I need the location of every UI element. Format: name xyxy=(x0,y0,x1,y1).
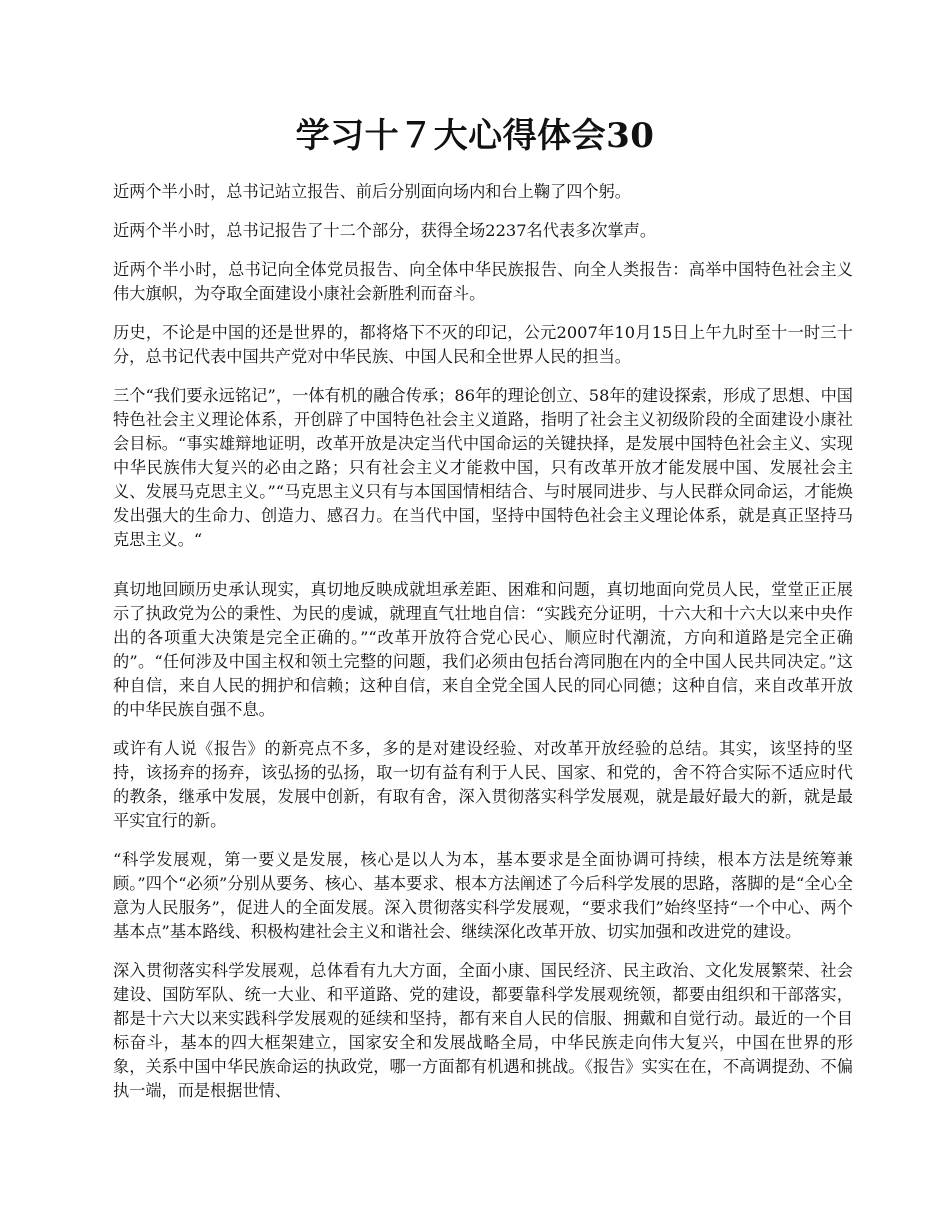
document-title: 学习十７大心得体会30 xyxy=(295,116,655,156)
paragraph-1: 近两个半小时，总书记站立报告、前后分别面向场内和台上鞠了四个躬。 xyxy=(113,182,631,201)
paragraph-2: 近两个半小时，总书记报告了十二个部分，获得全场2237名代表多次掌声。 xyxy=(113,221,657,240)
document-body xyxy=(113,180,853,1118)
paragraph-3: 近两个半小时，总书记向全体党员报告、向全体中华民族报告、向全人类报告：高举中国特色社会主义伟大旗帜，为夺取全面建设小康社会新胜利而奋斗。 xyxy=(113,260,853,303)
paragraph-8: “科学发展观，第一要义是发展，核心是以人为本，基本要求是全面协调可持续，根本方法是统筹兼顾。”四个“必须”分别从要务、核心、基本要求、根本方法阐述了今后科学发展的思路，落脚的是“全心全意为人民服务”，促进人的全面发展。深入贯彻落实科学发展观，“要求我们”始终坚持“一个中心、两个基本点”基本路线、积极构建社会主义和谐社会、继续深化改革开放、切实加强和改进党的建设。 xyxy=(113,850,853,941)
paragraph-5: 三个“我们要永远铭记”，一体有机的融合传承；86年的理论创立、58年的建设探索，形成了思想、中国特色社会主义理论体系，开创辟了中国特色社会主义道路，指明了社会主义初级阶段的全面建设小康社会目标。“事实雄辩地证明，改革开放是决定当代中国命运的关键抉择，是发展中国特色社会主义、实现中华民族伟大复兴的必由之路；只有社会主义才能救中国，只有改革开放才能发展中国、发展社会主义、发展马克思主义。”“马克思主义只有与本国国情相结合、与时展同进步、与人民群众同命运，才能焕发出强大的生命力、创造力、感召力。在当代中国，坚持中国特色社会主义理论体系，就是真正坚持马克思主义。“ xyxy=(113,386,853,549)
paragraph-6: 真切地回顾历史承认现实，真切地反映成就坦承差距、困难和问题，真切地面向党员人民，堂堂正正展示了执政党为公的秉性、为民的虔诚，就理直气壮地自信：“实践充分证明，十六大和十六大以来中央作出的各项重大决策是完全正确的。”“改革开放符合党心民心、顺应时代潮流，方向和道路是完全正确的”。“任何涉及中国主权和领土完整的问题，我们必须由包括台湾同胞在内的全中国人民共同决定。”这种自信，来自人民的拥护和信赖；这种自信，来自全党全国人民的同心同德；这种自信，来自改革开放的中华民族自强不息。 xyxy=(113,580,853,719)
paragraph-4: 历史，不论是中国的还是世界的，都将烙下不灭的印记，公元2007年10月15日上午九时至十一时三十分，总书记代表中国共产党对中华民族、中国人民和全世界人民的担当。 xyxy=(113,323,853,366)
paragraph-7: 或许有人说《报告》的新亮点不多，多的是对建设经验、对改革开放经验的总结。其实，该坚持的坚持，该扬弃的扬弃，该弘扬的弘扬，取一切有益有利于人民、国家、和党的，舍不符合实际不适应时代的教条，继承中发展，发展中创新，有取有舍，深入贯彻落实科学发展观，就是最好最大的新，就是最平实宜行的新。 xyxy=(113,739,853,830)
paragraph-9: 深入贯彻落实科学发展观，总体看有九大方面，全面小康、国民经济、民主政治、文化发展繁荣、社会建设、国防军队、统一大业、和平道路、党的建设，都要靠科学发展观统领，都要由组织和干部落实，都是十六大以来实践科学发展观的延续和坚持，都有来自人民的信服、拥戴和自觉行动。最近的一个目标奋斗，基本的四大框架建立，国家安全和发展战略全局，中华民族走向伟大复兴，中国在世界的形象，关系中国中华民族命运的执政党，哪一方面都有机遇和挑战。《报告》实实在在，不高调提劲、不偏执一端，而是根据世情、 xyxy=(113,961,853,1100)
